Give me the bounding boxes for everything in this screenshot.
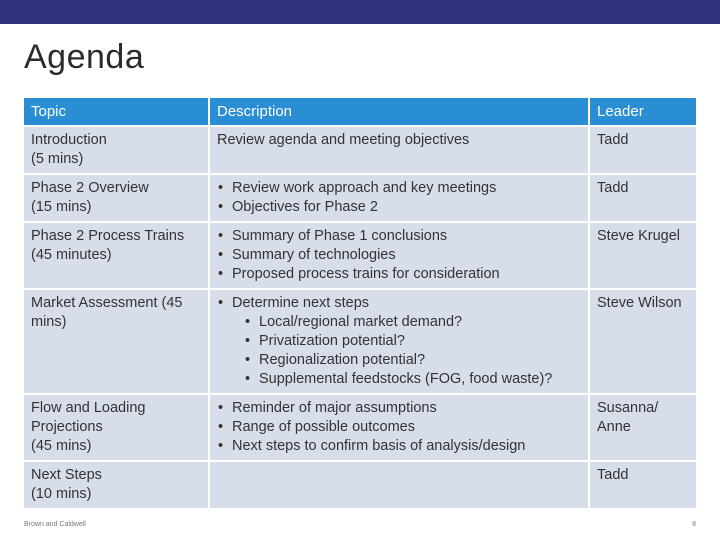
- topic-line: Next Steps: [31, 467, 102, 483]
- agenda-table: [24, 96, 696, 510]
- bullet-list: [217, 227, 582, 284]
- table-row: [24, 175, 696, 221]
- topic-cell: [24, 223, 210, 288]
- description-cell: [210, 223, 590, 288]
- topic-line: (45 minutes): [31, 247, 112, 263]
- leader-cell: [590, 395, 696, 460]
- leader-name: Steve Wilson: [597, 295, 682, 311]
- header-topic: Topic: [24, 98, 210, 125]
- footer-page-number: 8: [692, 521, 696, 528]
- sub-bullet-item: • Regionalization potential?: [217, 351, 582, 370]
- leader-cell: [590, 462, 696, 508]
- topic-line: Introduction: [31, 132, 107, 148]
- topic-line: Projections: [31, 419, 103, 435]
- table-row: [24, 127, 696, 173]
- topic-line: Phase 2 Overview: [31, 180, 149, 196]
- table-row: [24, 290, 696, 393]
- topic-cell: [24, 127, 210, 173]
- description-cell: [210, 462, 590, 508]
- leader-name: Tadd: [597, 467, 629, 483]
- bullet-item: • Objectives for Phase 2: [217, 198, 582, 217]
- leader-cell: [590, 223, 696, 288]
- bullet-list: [217, 399, 582, 456]
- bullet-item: • Determine next steps: [217, 294, 582, 313]
- leader-name: Susanna/: [597, 400, 659, 416]
- description-cell: [210, 290, 590, 393]
- bullet-list: [217, 294, 582, 313]
- topic-cell: [24, 462, 210, 508]
- table-header-row: [24, 98, 696, 125]
- topic-line: Phase 2 Process Trains: [31, 228, 185, 244]
- header-description: Description: [210, 98, 590, 125]
- footer-company: Brown and Caldwell: [24, 521, 86, 528]
- description-cell: [210, 127, 590, 173]
- sub-bullet-item: • Local/regional market demand?: [217, 313, 582, 332]
- bullet-item: • Reminder of major assumptions: [217, 399, 582, 418]
- topic-line: mins): [31, 314, 67, 330]
- slide-title: Agenda: [24, 38, 145, 76]
- table-row: [24, 462, 696, 508]
- topic-cell: [24, 175, 210, 221]
- topic-line: (45 mins): [31, 438, 92, 454]
- sub-bullet-item: • Privatization potential?: [217, 332, 582, 351]
- leader-name: Anne: [597, 419, 631, 435]
- description-cell: [210, 395, 590, 460]
- leader-name: Tadd: [597, 132, 629, 148]
- topic-line: (15 mins): [31, 199, 92, 215]
- description-text: Review agenda and meeting objectives: [217, 132, 470, 148]
- topic-line: (5 mins): [31, 151, 84, 167]
- topic-line: Flow and Loading: [31, 400, 146, 416]
- sub-bullet-item: • Supplemental feedstocks (FOG, food waste)?: [217, 370, 582, 389]
- topic-cell: [24, 290, 210, 393]
- bullet-item: • Next steps to confirm basis of analysis/design: [217, 437, 582, 456]
- bullet-item: • Range of possible outcomes: [217, 418, 582, 437]
- leader-name: Tadd: [597, 180, 629, 196]
- sub-bullet-list: [217, 313, 582, 389]
- bullet-item: • Proposed process trains for consideration: [217, 265, 582, 284]
- leader-cell: [590, 175, 696, 221]
- bullet-item: • Summary of Phase 1 conclusions: [217, 227, 582, 246]
- table-row: [24, 395, 696, 460]
- leader-cell: [590, 290, 696, 393]
- header-leader: Leader: [590, 98, 696, 125]
- table-row: [24, 223, 696, 288]
- topic-line: Market Assessment (45: [31, 295, 183, 311]
- bullet-list: [217, 179, 582, 217]
- topic-line: (10 mins): [31, 486, 92, 502]
- leader-cell: [590, 127, 696, 173]
- bullet-item: • Summary of technologies: [217, 246, 582, 265]
- bullet-item: • Review work approach and key meetings: [217, 179, 582, 198]
- topic-cell: [24, 395, 210, 460]
- top-accent-bar: [0, 0, 720, 24]
- description-cell: [210, 175, 590, 221]
- leader-name: Steve Krugel: [597, 228, 681, 244]
